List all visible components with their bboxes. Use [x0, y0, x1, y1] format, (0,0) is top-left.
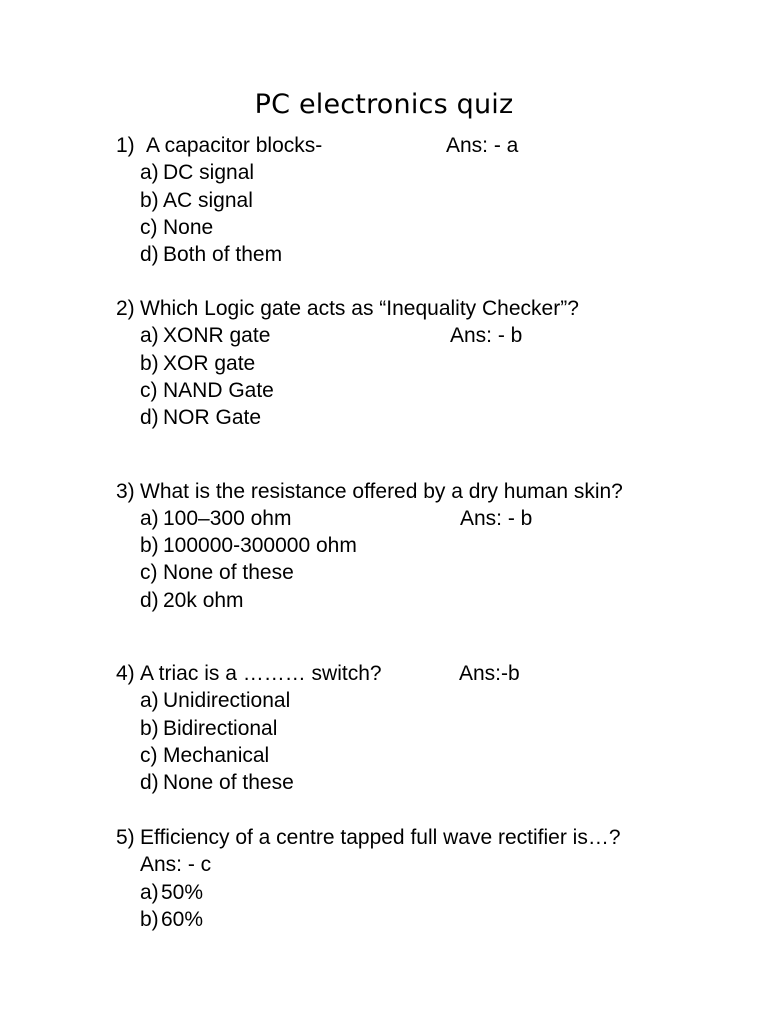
option-letter: d) [140, 406, 159, 429]
option-text: Mechanical [163, 744, 270, 767]
question-number: 1) [116, 134, 135, 157]
option-letter: a) [140, 689, 159, 712]
option-text: NAND Gate [163, 379, 274, 402]
option-text: 100000-300000 ohm [163, 534, 357, 557]
option-letter: a) [140, 507, 159, 530]
option-letter: d) [140, 243, 159, 266]
option-text: XOR gate [163, 352, 256, 375]
option-letter: a) [140, 881, 159, 904]
question-text: Which Logic gate acts as “Inequality Checker”? [140, 297, 579, 320]
question-text: A triac is a ……… switch? [140, 662, 382, 685]
option-text: 20k ohm [163, 589, 244, 612]
answer-key: Ans: - c [140, 853, 212, 876]
option-letter: c) [140, 561, 158, 584]
option-letter: c) [140, 379, 158, 402]
option-text: 60% [161, 908, 204, 931]
option-text: None of these [163, 771, 294, 794]
answer-key: Ans: - b [450, 324, 523, 347]
answer-key: Ans: - b [460, 507, 533, 530]
answer-key: Ans: - a [446, 134, 519, 157]
answer-key: Ans:-b [459, 662, 520, 685]
option-letter: c) [140, 744, 158, 767]
option-letter: b) [140, 189, 159, 212]
option-text: None [163, 216, 214, 239]
option-letter: b) [140, 352, 159, 375]
question-number: 2) [116, 297, 135, 320]
question-number: 4) [116, 662, 135, 685]
option-letter: b) [140, 908, 159, 931]
option-text: Unidirectional [163, 689, 291, 712]
option-letter: b) [140, 717, 159, 740]
question-number: 5) [116, 826, 135, 849]
question-text: What is the resistance offered by a dry human skin? [140, 480, 623, 503]
option-letter: d) [140, 771, 159, 794]
option-text: NOR Gate [163, 406, 262, 429]
option-letter: c) [140, 216, 158, 239]
option-text: XONR gate [163, 324, 271, 347]
option-letter: b) [140, 534, 159, 557]
question-text: A capacitor blocks- [146, 134, 323, 157]
question-number: 3) [116, 480, 135, 503]
option-text: 100–300 ohm [163, 507, 292, 530]
option-text: DC signal [163, 161, 255, 184]
option-text: AC signal [163, 189, 253, 212]
option-letter: a) [140, 161, 159, 184]
question-text: Efficiency of a centre tapped full wave rectifier is…? [140, 826, 621, 849]
option-letter: a) [140, 324, 159, 347]
page-title: PC electronics quiz [254, 89, 514, 120]
option-text: 50% [161, 881, 204, 904]
option-text: Both of them [163, 243, 283, 266]
option-text: Bidirectional [163, 717, 278, 740]
option-text: None of these [163, 561, 294, 584]
option-letter: d) [140, 589, 159, 612]
